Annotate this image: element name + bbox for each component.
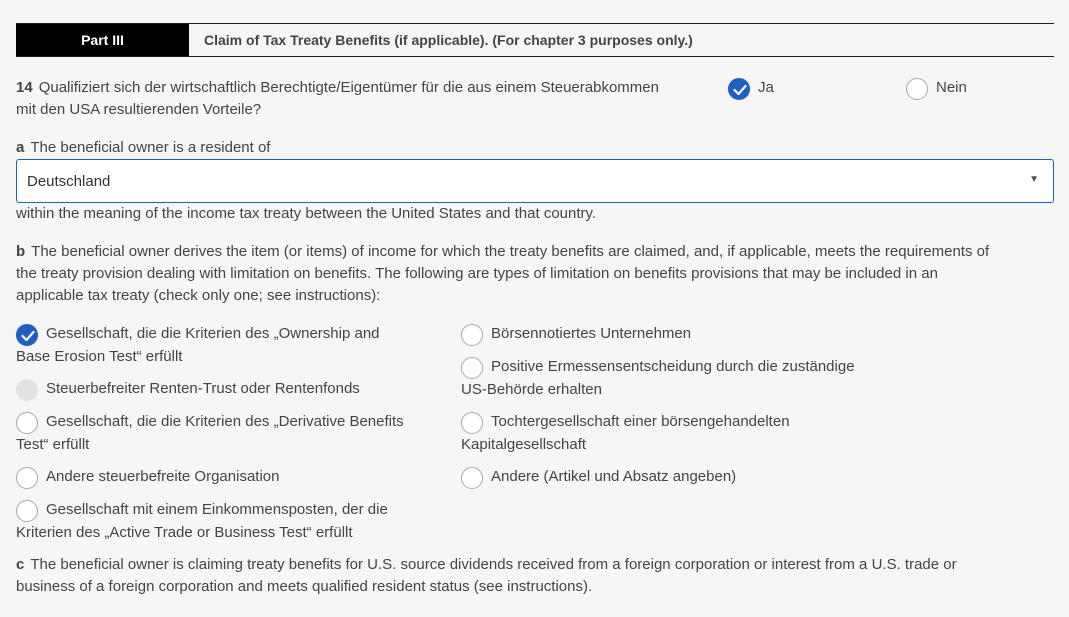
lob-favorable-determination-label-2: US-Behörde erhalten: [461, 381, 602, 398]
lob-other-exempt-radio[interactable]: [16, 467, 38, 489]
lob-favorable-determination-label-1: Positive Ermessensentscheidung durch die zuständige: [491, 358, 855, 375]
b-text-line2: the treaty provision dealing with limitation on benefits. The following are types of limitation on benefits provisions that may be included in an: [16, 265, 938, 282]
lob-publicly-traded-radio[interactable]: [461, 324, 483, 346]
q14-question-line1: Qualifiziert sich der wirtschaftlich Berechtigte/Eigentümer für die aus einem Steuerabkommen: [38, 79, 659, 96]
c-letter: c: [16, 556, 25, 573]
lob-ownership-label-2: Base Erosion Test“ erfüllt: [16, 348, 183, 365]
checkmark-icon: [21, 330, 35, 342]
checkmark-icon: [733, 84, 747, 96]
a-letter: a: [16, 139, 25, 156]
lob-active-trade-label-1: Gesellschaft mit einem Einkommensposten, der die: [46, 501, 388, 518]
c-line1: The beneficial owner is claiming treaty benefits for U.S. source dividends received from a foreign corporation or interest from a U.S. trade or: [30, 556, 957, 573]
b-text-line1: [16, 241, 989, 263]
b-text-line3: applicable tax treaty (check only one; see instructions):: [16, 287, 381, 304]
q14-no-radio[interactable]: [906, 78, 928, 100]
lob-pension-trust-radio[interactable]: [16, 379, 38, 401]
lob-subsidiary-label-1: Tochtergesellschaft einer börsengehandelten: [491, 413, 790, 430]
q14-question: [16, 77, 659, 99]
lob-other-article-label: Andere (Artikel und Absatz angeben): [491, 468, 737, 485]
lob-derivative-label-2: Test“ erfüllt: [16, 436, 90, 453]
lob-subsidiary-label-2: Kapitalgesellschaft: [461, 436, 587, 453]
part-header: [16, 23, 1054, 57]
q14-number: 14: [16, 79, 33, 96]
b-letter: b: [16, 243, 26, 260]
lob-derivative-label-1: Gesellschaft, die die Kriterien des „Derivative Benefits: [46, 413, 404, 430]
lob-active-trade-label-2: Kriterien des „Active Trade or Business Test“ erfüllt: [16, 524, 353, 541]
c-text-line1: [16, 554, 957, 576]
q14-no-label: Nein: [936, 79, 967, 96]
a-label: [16, 137, 270, 159]
lob-favorable-determination-radio[interactable]: [461, 357, 483, 379]
lob-publicly-traded-label: Börsennotiertes Unternehmen: [491, 325, 692, 342]
lob-subsidiary-radio[interactable]: [461, 412, 483, 434]
dropdown-caret-icon: ▼: [1029, 174, 1039, 185]
lob-active-trade-radio[interactable]: [16, 500, 38, 522]
part-title: Claim of Tax Treaty Benefits (if applicable). (For chapter 3 purposes only.): [204, 32, 693, 48]
lob-other-article-radio[interactable]: [461, 467, 483, 489]
lob-pension-trust-label: Steuerbefreiter Renten-Trust oder Rentenfonds: [46, 380, 360, 397]
a-label-text: The beneficial owner is a resident of: [30, 139, 271, 156]
part-label: Part III: [16, 24, 189, 56]
c-text-line2: business of a foreign corporation and meets qualified resident status (see instructions).: [16, 578, 593, 595]
country-select[interactable]: [16, 159, 1054, 203]
q14-yes-radio[interactable]: [728, 78, 750, 100]
country-select-value: Deutschland: [27, 172, 111, 190]
q14-question-line2: mit den USA resultierenden Vorteile?: [16, 101, 262, 118]
lob-other-exempt-label: Andere steuerbefreite Organisation: [46, 468, 280, 485]
a-after-text: within the meaning of the income tax treaty between the United States and that country.: [16, 205, 597, 222]
lob-ownership-label-1: Gesellschaft, die die Kriterien des „Ownership and: [46, 325, 380, 342]
lob-ownership-radio[interactable]: [16, 324, 38, 346]
b-line1: The beneficial owner derives the item (or items) of income for which the treaty benefits are claimed, and, if applicable, meets the requirements of: [31, 243, 990, 260]
q14-yes-label: Ja: [758, 79, 774, 96]
lob-derivative-radio[interactable]: [16, 412, 38, 434]
